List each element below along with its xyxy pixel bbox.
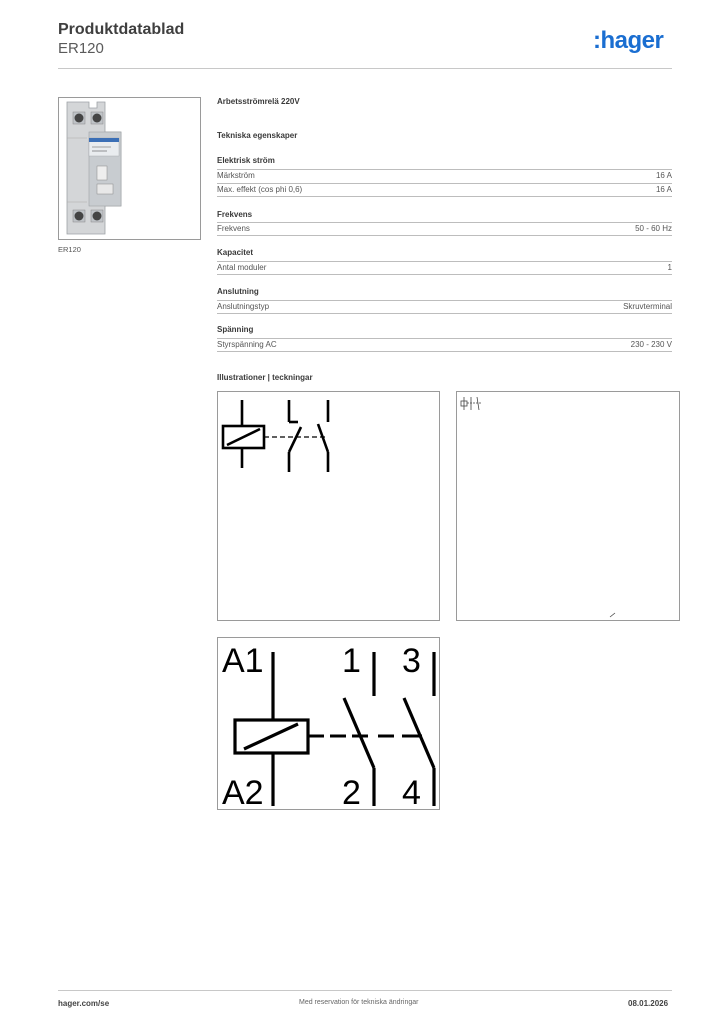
section-title-electric-current: Elektrisk ström [217,156,275,165]
terminal-label-a1: A1 [222,642,264,680]
footer-divider [58,990,672,991]
spec-row-control-voltage [217,338,672,352]
spec-row-modules [217,261,672,275]
spec-row-rated-current [217,169,672,182]
section-title-connection: Anslutning [217,287,259,296]
terminal-diagram-box [217,637,440,810]
relay-device-image [59,98,200,239]
spec-label: Styrspänning AC [217,340,277,349]
product-photo [58,97,201,240]
footer-website: hager.com/se [58,999,110,1008]
hager-logo: :hager [593,27,664,54]
small-connection-drawing [457,392,679,620]
spec-value: Skruvterminal [623,302,672,311]
spec-value: 16 A [655,185,672,194]
photo-caption: ER120 [58,245,81,254]
product-name: Arbetsströmrelä 220V [217,97,300,106]
spec-row-frequency [217,222,672,236]
tech-heading: Tekniska egenskaper [217,131,298,140]
section-title-voltage: Spänning [217,325,254,334]
spec-value: 230 - 230 V [630,340,672,349]
section-title-frequency: Frekvens [217,210,253,219]
spec-row-connection-type [217,300,672,314]
dimension-drawing-box [456,391,680,621]
spec-value: 1 [667,263,672,272]
spec-label: Max. effekt (cos phi 0,6) [217,185,303,194]
product-reference: ER120 [58,40,104,57]
wiring-symbol-box [217,391,440,621]
terminal-label-1: 1 [342,642,361,680]
terminal-label-a2: A2 [222,774,264,809]
terminal-label-2: 2 [342,774,361,809]
footer-date: 08.01.2026 [628,999,669,1008]
relay-schematic-symbol [218,392,439,620]
document-title: Produktdatablad [58,21,185,38]
spec-row-max-power [217,183,672,197]
terminal-label-4: 4 [402,774,421,809]
section-title-capacity: Kapacitet [217,248,254,257]
terminal-label-3: 3 [402,642,421,680]
illustrations-heading: Illustrationer | teckningar [217,373,313,382]
header-divider [58,68,672,69]
spec-value: 50 - 60 Hz [635,224,672,233]
logo-text: hager [600,27,664,54]
spec-label: Märkström [217,171,255,180]
footer-notice: Med reservation för tekniska ändringar [299,999,419,1006]
spec-label: Anslutningstyp [217,302,270,311]
spec-value: 16 A [655,171,672,180]
spec-label: Antal moduler [217,263,267,272]
terminal-diagram [218,638,439,809]
spec-label: Frekvens [217,224,250,233]
